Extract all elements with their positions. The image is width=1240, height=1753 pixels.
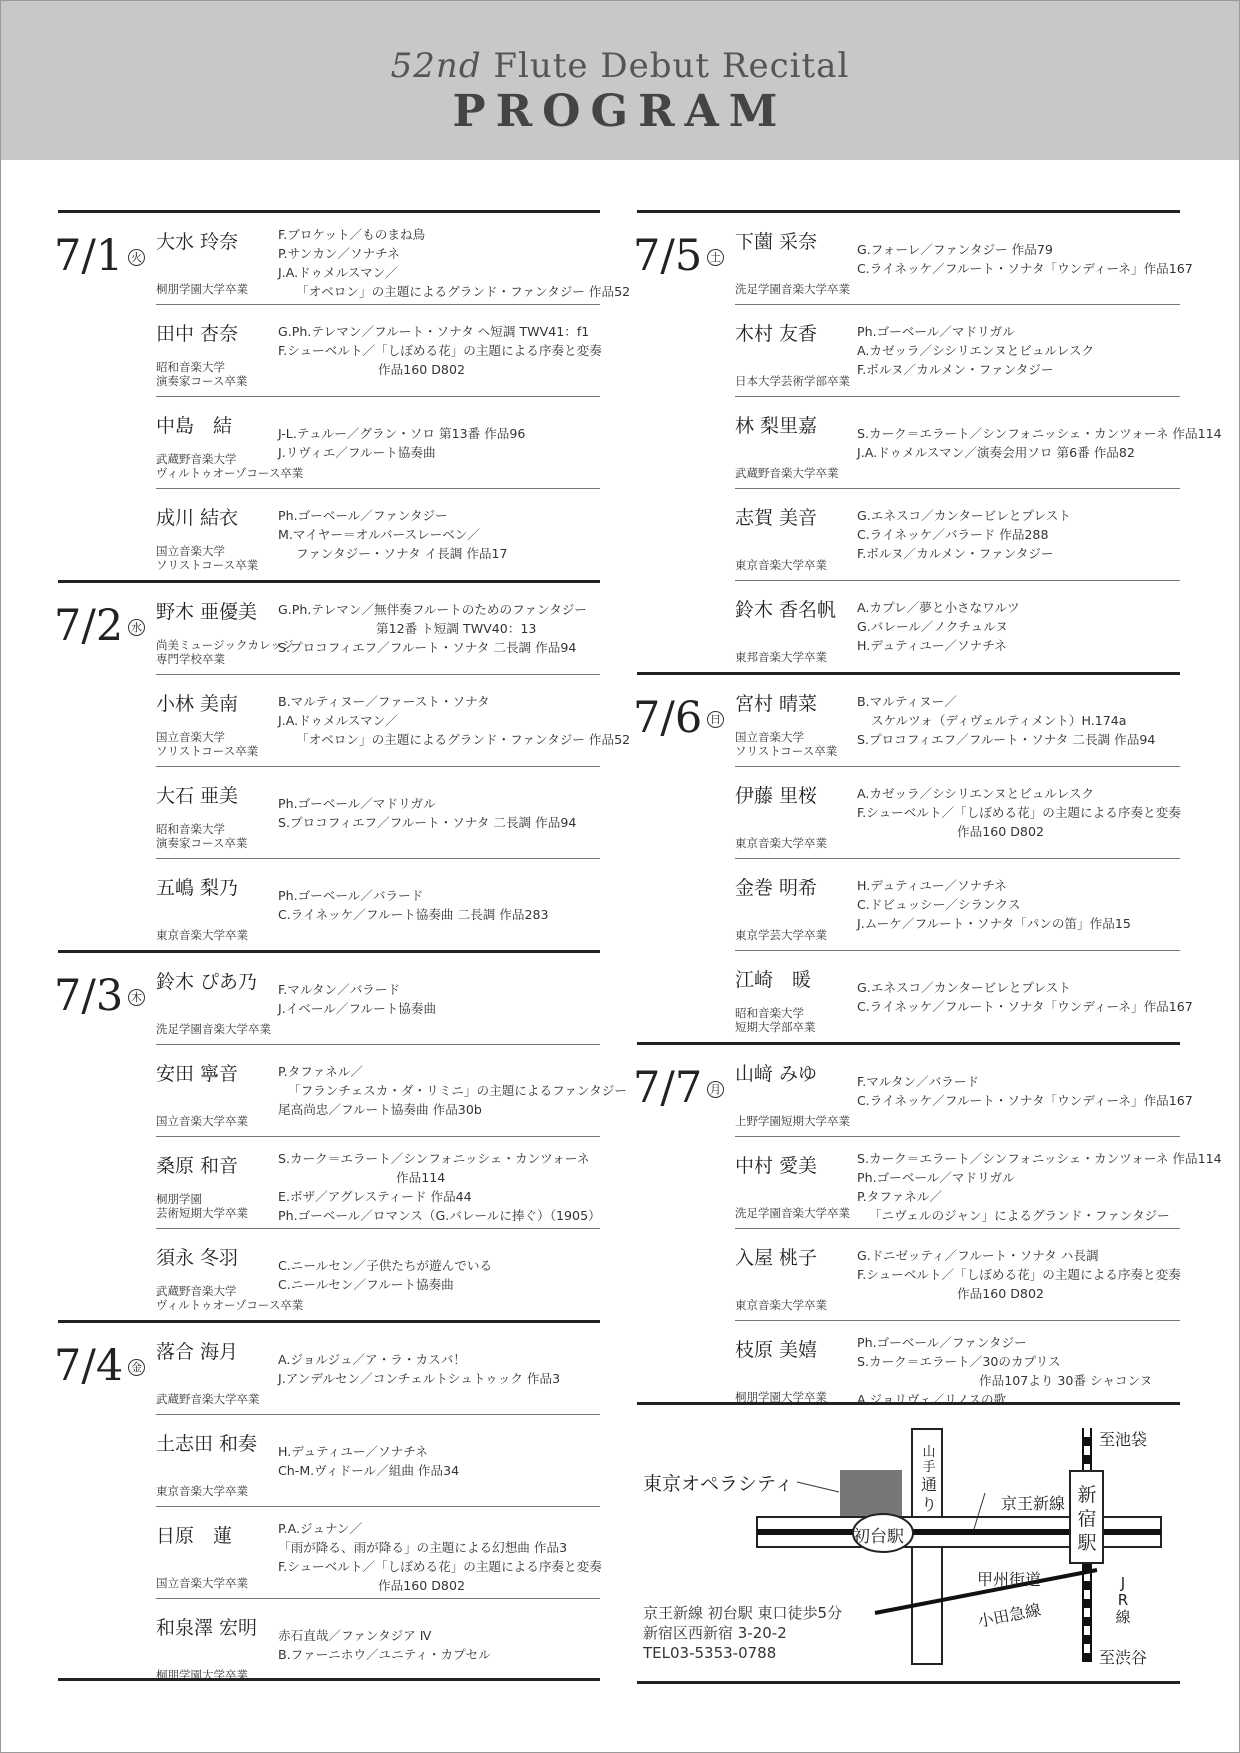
program-line: C.ドビュッシー／シランクス xyxy=(857,897,1021,912)
program-line: C.ライネッケ／フルート・ソナタ「ウンディーネ」作品167 xyxy=(857,260,1193,276)
program-list xyxy=(278,1599,602,1690)
program-list xyxy=(278,1323,602,1414)
performer-entry xyxy=(156,1323,600,1414)
performer-school: 東京音楽大学卒業 xyxy=(156,1484,248,1498)
performer-school: 昭和音楽大学 短期大学部卒業 xyxy=(735,1006,816,1034)
program-line: B.ファーニホウ／ユニティ・カプセル xyxy=(278,1646,491,1662)
performer-name: 和泉澤 宏明 xyxy=(156,1617,258,1639)
program-line: 「ニヴェルのジャン」によるグランド・ファンタジー xyxy=(869,1208,1170,1223)
performer-school: 洗足学園音楽大学卒業 xyxy=(156,1022,271,1036)
program-line: Ph.ゴーベール／マドリガル xyxy=(857,324,1015,339)
performer-name: 日原 蓮 xyxy=(156,1525,233,1547)
to-shibuya-label: 至渋谷 xyxy=(1099,1648,1148,1667)
program-list xyxy=(857,213,1193,304)
program-line: 作品114 xyxy=(396,1170,446,1185)
program-line: G.Ph.テレマン／無伴奏フルートのためのファンタジー xyxy=(278,602,587,617)
performer-school: 国立音楽大学 ソリストコース卒業 xyxy=(735,730,838,758)
program-line: 「オベロン」の主題によるグランド・ファンタジー 作品52 xyxy=(296,732,631,747)
keio-line-label: 京王新線 xyxy=(1001,1494,1066,1513)
yamate-label-3: り xyxy=(920,1495,937,1514)
performer-entry xyxy=(735,488,1180,580)
program-line: S.プロコフィエフ／フルート・ソナタ 二長調 作品94 xyxy=(857,732,1156,747)
program-line: S.プロコフィエフ／フルート・ソナタ 二長調 作品94 xyxy=(278,640,577,655)
day-block-7-3 xyxy=(54,950,627,1320)
performer-school: 武蔵野音楽大学卒業 xyxy=(735,466,839,480)
venue-address xyxy=(643,1603,842,1663)
performer-name: 鈴木 ぴあ乃 xyxy=(156,971,258,993)
day-date-label xyxy=(54,1341,123,1391)
program-line: 作品107より 30番 シャコンヌ xyxy=(979,1373,1153,1388)
odakyu-line-label: 小田急線 xyxy=(975,1600,1043,1631)
performer-entry xyxy=(156,1228,600,1320)
performer-name: 田中 杏奈 xyxy=(156,323,239,345)
program-list xyxy=(857,1229,1182,1320)
date-day: 5 xyxy=(674,231,703,281)
performer-entry xyxy=(735,1136,1222,1228)
program-line: H.デュティユー／ソナチネ xyxy=(857,638,1007,653)
program-line: Ph.ゴーベール／ファンタジー xyxy=(857,1335,1027,1350)
recital-ordinal: 52nd xyxy=(390,46,482,86)
left-column-bottom-rule xyxy=(58,1678,600,1681)
performer-entry xyxy=(735,304,1180,396)
program-line: S.カーク＝エラート／シンフォニッシェ・カンツォーネ 作品114 xyxy=(857,1151,1222,1166)
program-line: Ph.ゴーベール／バラード xyxy=(278,887,424,903)
program-line: F.シューベルト／「しぼめる花」の主題による序奏と変奏 xyxy=(857,805,1181,820)
program-line: Ch-M.ヴィドール／組曲 作品34 xyxy=(278,1462,460,1478)
date-day: 6 xyxy=(674,693,703,743)
performer-name: 金巻 明希 xyxy=(735,877,818,899)
program-line: H.デュティユー／ソナチネ xyxy=(857,878,1007,893)
address-line-1: 京王新線 初台駅 東口徒歩5分 xyxy=(643,1604,843,1622)
program-list xyxy=(857,1149,1222,1225)
performer-entry xyxy=(735,1228,1180,1320)
performer-entry xyxy=(156,1414,600,1506)
performer-name: 中村 愛美 xyxy=(735,1155,818,1177)
program-list xyxy=(857,767,1182,858)
jr-line-label xyxy=(1115,1575,1131,1626)
schedule-right-column xyxy=(633,210,1222,1412)
yamate-label-1: 山手 xyxy=(922,1445,936,1475)
program-list xyxy=(278,225,631,301)
performer-entry xyxy=(735,580,1180,672)
program-line: J.イベール／フルート協奏曲 xyxy=(278,1000,437,1016)
program-line: G.エネスコ／カンタービレとプレスト xyxy=(857,508,1071,523)
performer-entry xyxy=(156,583,600,674)
access-map xyxy=(637,1402,1180,1684)
program-line: G.バレール／ノクチュルヌ xyxy=(857,619,1008,634)
program-line: G.ドニゼッティ／フルート・ソナタ ハ長調 xyxy=(857,1248,1099,1263)
date-separator: / xyxy=(81,971,96,1021)
venue-label: 東京オペラシティ xyxy=(643,1473,794,1495)
weekday-badge: 水 xyxy=(128,619,145,636)
program-line: M.マイヤー＝オルバースレーベン／ xyxy=(278,527,481,542)
performer-name: 成川 結衣 xyxy=(156,507,239,529)
program-list xyxy=(278,1415,602,1506)
recital-subtitle xyxy=(0,46,1240,86)
performer-entry xyxy=(156,1136,600,1228)
performer-entry xyxy=(156,1044,627,1136)
performer-school: 国立音楽大学卒業 xyxy=(156,1576,248,1590)
performer-entry xyxy=(735,858,1180,950)
performer-entry xyxy=(156,488,600,580)
program-line: G.Ph.テレマン／フルート・ソナタ ヘ短調 TWV41：f1 xyxy=(278,324,590,339)
recital-name: Flute Debut Recital xyxy=(493,46,850,86)
day-date-label xyxy=(633,231,702,281)
program-line: B.マルティヌー／ファースト・ソナタ xyxy=(278,694,490,709)
program-line: P.A.ジュナン／ xyxy=(278,1521,363,1536)
performer-school: 東邦音楽大学卒業 xyxy=(735,650,827,664)
koshu-kaido-label: 甲州街道 xyxy=(977,1570,1042,1589)
performer-school: 昭和音楽大学 演奏家コース卒業 xyxy=(156,822,248,850)
performer-name: 林 梨里嘉 xyxy=(735,415,818,437)
performer-entry xyxy=(156,304,600,396)
performer-name: 伊藤 里桜 xyxy=(735,785,818,807)
performer-school: 洗足学園音楽大学卒業 xyxy=(735,282,850,296)
performer-school: 桐朋学園大学卒業 xyxy=(156,1668,248,1682)
program-line: J.A.ドゥメルスマン／ xyxy=(278,713,398,728)
performer-entry xyxy=(735,675,1180,766)
jr-label-2: R xyxy=(1117,1591,1129,1609)
performer-school: 東京学芸大学卒業 xyxy=(735,928,827,942)
performer-name: 須永 冬羽 xyxy=(156,1247,239,1269)
program-line: Ph.ゴーベール／ファンタジー xyxy=(278,508,448,523)
performer-name: 山﨑 みゆ xyxy=(735,1063,818,1085)
program-line: C.ライネッケ／バラード 作品288 xyxy=(857,527,1049,542)
day-block-7-1 xyxy=(54,210,631,580)
program-line: J.A.ドゥメルスマン／演奏会用ソロ 第6番 作品82 xyxy=(857,444,1135,460)
program-line: Ph.ゴーベール／ロマンス（G.バレールに捧ぐ）（1905） xyxy=(278,1208,601,1223)
performer-school: 国立音楽大学 ソリストコース卒業 xyxy=(156,544,259,572)
performer-school: 東京音楽大学卒業 xyxy=(735,1298,827,1312)
program-list xyxy=(278,397,602,488)
program-line: C.ライネッケ／フルート・ソナタ「ウンディーネ」作品167 xyxy=(857,998,1193,1014)
program-list xyxy=(278,675,631,766)
program-line: S.カーク＝エラート／シンフォニッシェ・カンツォーネ 作品114 xyxy=(857,425,1222,441)
jr-label-3: 線 xyxy=(1115,1608,1131,1626)
program-line: Ph.ゴーベール／マドリガル xyxy=(857,1170,1015,1185)
performer-school: 洗足学園音楽大学卒業 xyxy=(735,1206,850,1220)
program-list xyxy=(857,951,1193,1042)
shinjuku-label-1: 新 xyxy=(1077,1484,1097,1506)
program-line: F.ブロケット／ものまね鳥 xyxy=(278,227,426,242)
weekday-badge: 月 xyxy=(707,1081,724,1098)
yamate-dori-label xyxy=(919,1445,939,1515)
performer-entry xyxy=(735,213,1193,304)
program-list xyxy=(278,1045,627,1136)
performer-name: 江崎 暖 xyxy=(735,969,812,991)
performer-entry xyxy=(735,950,1193,1042)
program-line: 作品160 D802 xyxy=(378,1578,465,1593)
performer-school: 東京音楽大学卒業 xyxy=(735,558,827,572)
page-title: PROGRAM xyxy=(452,86,788,137)
program-line: S.カーク＝エラート／シンフォニッシェ・カンツォーネ xyxy=(278,1151,590,1166)
performer-school: 昭和音楽大学 演奏家コース卒業 xyxy=(156,360,248,388)
program-line: ファンタジー・ソナタ イ長調 作品17 xyxy=(296,546,508,561)
date-month: 7 xyxy=(633,693,661,743)
performer-name: 木村 友香 xyxy=(735,323,818,345)
program-line: 作品160 D802 xyxy=(378,362,465,377)
program-line: G.フォーレ／ファンタジー 作品79 xyxy=(857,241,1053,257)
date-separator: / xyxy=(660,1063,675,1113)
performer-entry xyxy=(156,213,631,304)
performer-name: 枝原 美嬉 xyxy=(735,1339,818,1361)
performer-school: 国立音楽大学 ソリストコース卒業 xyxy=(156,730,259,758)
performer-entry xyxy=(735,766,1180,858)
weekday-badge: 火 xyxy=(128,249,145,266)
date-separator: / xyxy=(81,601,96,651)
performer-entry xyxy=(156,858,600,950)
performer-entry xyxy=(735,396,1222,488)
program-list xyxy=(278,1149,602,1225)
program-line: J-L.テュルー／グラン・ソロ 第13番 作品96 xyxy=(278,425,526,441)
program-line: 赤石直哉／ファンタジア Ⅳ xyxy=(278,1627,432,1643)
program-line: S.プロコフィエフ／フルート・ソナタ 二長調 作品94 xyxy=(278,814,577,830)
program-line: C.ライネッケ／フルート協奏曲 二長調 作品283 xyxy=(278,906,549,922)
schedule-left-column xyxy=(54,210,631,1690)
program-line: F.シューベルト／「しぼめる花」の主題による序奏と変奏 xyxy=(278,1559,602,1574)
program-line: A.カゼッラ／シシリエンヌとビュルレスク xyxy=(857,786,1095,801)
address-line-2: 新宿区西新宿 3-20-2 xyxy=(643,1624,787,1642)
performer-name: 宮村 晴菜 xyxy=(735,693,818,715)
date-month: 7 xyxy=(54,601,82,651)
shinjuku-station-label xyxy=(1073,1483,1101,1555)
performer-name: 大石 亜美 xyxy=(156,785,239,807)
program-line: 作品160 D802 xyxy=(957,1286,1044,1301)
program-list xyxy=(857,859,1182,950)
performer-name: 五嶋 梨乃 xyxy=(156,877,239,899)
program-list xyxy=(278,305,602,396)
day-date-label xyxy=(54,971,123,1021)
program-list xyxy=(857,581,1182,672)
day-date-label xyxy=(54,601,123,651)
date-month: 7 xyxy=(54,971,82,1021)
program-list xyxy=(278,1229,602,1320)
program-line: 第12番 ト短調 TWV40：13 xyxy=(376,621,537,636)
program-list xyxy=(278,767,602,858)
day-block-7-6 xyxy=(633,672,1193,1042)
program-line: C.ライネッケ／フルート・ソナタ「ウンディーネ」作品167 xyxy=(857,1092,1193,1108)
performer-entry xyxy=(735,1045,1193,1136)
weekday-badge: 日 xyxy=(707,711,724,728)
performer-entry xyxy=(156,1598,600,1690)
jr-label-1: J xyxy=(1120,1574,1126,1592)
hatsudai-station-label: 初台駅 xyxy=(853,1527,904,1547)
program-list xyxy=(857,1333,1182,1409)
program-list xyxy=(857,1045,1193,1136)
performer-entry xyxy=(156,766,600,858)
performer-school: 東京音楽大学卒業 xyxy=(156,928,248,942)
program-line: F.マルタン／バラード xyxy=(857,1073,980,1089)
date-day: 7 xyxy=(674,1063,703,1113)
program-line: 作品160 D802 xyxy=(957,824,1044,839)
date-month: 7 xyxy=(633,231,661,281)
performer-name: 野木 亜優美 xyxy=(156,601,258,623)
performer-name: 志賀 美音 xyxy=(735,507,818,529)
performer-entry xyxy=(735,1320,1180,1412)
program-line: F.ボルヌ／カルメン・ファンタジー xyxy=(857,362,1054,377)
program-line: 「オベロン」の主題によるグランド・ファンタジー 作品52 xyxy=(296,284,631,299)
performer-name: 入屋 桃子 xyxy=(735,1247,818,1269)
day-date-label xyxy=(54,231,123,281)
program-line: A.ジョリヴェ／リノスの歌 xyxy=(857,1392,1007,1407)
program-list xyxy=(857,675,1182,766)
program-line: 「雨が降る、雨が降る」の主題による幻想曲 作品3 xyxy=(278,1540,568,1555)
weekday-badge: 土 xyxy=(707,249,724,266)
performer-name: 落合 海月 xyxy=(156,1341,239,1363)
program-line: J.ムーケ／フルート・ソナタ「パンの笛」作品15 xyxy=(857,916,1131,931)
performer-school: 武蔵野音楽大学卒業 xyxy=(156,1392,260,1406)
program-line: Ph.ゴーベール／マドリガル xyxy=(278,795,436,811)
program-line: F.シューベルト／「しぼめる花」の主題による序奏と変奏 xyxy=(278,343,602,358)
program-line: F.シューベルト／「しぼめる花」の主題による序奏と変奏 xyxy=(857,1267,1181,1282)
date-day: 2 xyxy=(95,601,124,651)
performer-school: 桐朋学園大学卒業 xyxy=(156,282,248,296)
performer-name: 土志田 和奏 xyxy=(156,1433,258,1455)
date-month: 7 xyxy=(54,231,82,281)
date-day: 1 xyxy=(95,231,124,281)
day-block-7-5 xyxy=(633,210,1222,672)
performer-entry xyxy=(156,953,600,1044)
program-line: J.リヴィエ／フルート協奏曲 xyxy=(278,444,436,460)
day-date-label xyxy=(633,693,702,743)
date-month: 7 xyxy=(54,1341,82,1391)
program-line: A.カゼッラ／シシリエンヌとビュルレスク xyxy=(857,343,1095,358)
program-line: E.ボザ／アグレスティード 作品44 xyxy=(278,1189,472,1204)
program-list xyxy=(278,1519,602,1595)
program-line: B.マルティヌー／ xyxy=(857,694,957,709)
date-day: 4 xyxy=(95,1341,124,1391)
program-line: S.カーク＝エラート／30のカプリス xyxy=(857,1354,1061,1369)
date-separator: / xyxy=(81,1341,96,1391)
performer-school: 東京音楽大学卒業 xyxy=(735,836,827,850)
program-line: J.A.ドゥメルスマン／ xyxy=(278,265,398,280)
date-separator: / xyxy=(660,693,675,743)
date-month: 7 xyxy=(633,1063,661,1113)
day-block-7-7 xyxy=(633,1042,1222,1412)
performer-entry xyxy=(156,1506,600,1598)
program-line: A.ジョルジュ／ア・ラ・カスバ！ xyxy=(278,1351,466,1367)
performer-school: 国立音楽大学卒業 xyxy=(156,1114,248,1128)
program-line: F.ボルヌ／カルメン・ファンタジー xyxy=(857,546,1054,561)
program-line: P.タファネル／ xyxy=(857,1189,942,1204)
page-header xyxy=(0,0,1240,160)
program-line: P.サンカン／ソナチネ xyxy=(278,246,400,261)
performer-name: 大水 玲奈 xyxy=(156,231,239,253)
weekday-badge: 金 xyxy=(128,1359,145,1376)
performer-school: 武蔵野音楽大学 ヴィルトゥオーゾコース卒業 xyxy=(156,1284,304,1312)
performer-name: 中島 結 xyxy=(156,415,233,437)
program-list xyxy=(857,489,1182,580)
performer-school: 日本大学芸術学部卒業 xyxy=(735,374,850,388)
program-line: C.ニールセン／フルート協奏曲 xyxy=(278,1276,454,1292)
program-line: G.エネスコ／カンタービレとプレスト xyxy=(857,979,1071,995)
program-list xyxy=(278,489,602,580)
performer-school: 武蔵野音楽大学 ヴィルトゥオーゾコース卒業 xyxy=(156,452,304,480)
program-line: スケルツォ（ディヴェルティメント）H.174a xyxy=(871,713,1127,728)
performer-school: 桐朋学園大学卒業 xyxy=(735,1390,827,1404)
program-list xyxy=(278,583,602,674)
program-line: A.カプレ／夢と小さなワルツ xyxy=(857,600,1020,615)
performer-school: 桐朋学園 芸術短期大学卒業 xyxy=(156,1192,248,1220)
performer-school: 尚美ミュージックカレッジ 専門学校卒業 xyxy=(156,638,294,666)
date-separator: / xyxy=(660,231,675,281)
program-line: F.マルタン／バラード xyxy=(278,981,401,997)
day-date-label xyxy=(633,1063,702,1113)
performer-school: 上野学園短期大学卒業 xyxy=(735,1114,850,1128)
date-day: 3 xyxy=(95,971,124,1021)
yamate-label-2: 通 xyxy=(920,1475,937,1494)
program-line: J.アンデルセン／コンチェルトシュトゥック 作品3 xyxy=(278,1370,561,1386)
performer-name: 安田 寧音 xyxy=(156,1063,239,1085)
date-separator: / xyxy=(81,231,96,281)
performer-name: 下薗 采奈 xyxy=(735,231,818,253)
program-list xyxy=(278,953,602,1044)
shinjuku-label-3: 駅 xyxy=(1077,1532,1097,1554)
venue-leader-line xyxy=(797,1482,839,1492)
to-ikebukuro-label: 至池袋 xyxy=(1099,1430,1148,1449)
program-list xyxy=(857,397,1222,488)
program-line: 尾高尚忠／フルート協奏曲 作品30b xyxy=(278,1102,482,1117)
performer-entry xyxy=(156,674,631,766)
performer-entry xyxy=(156,396,600,488)
performer-name: 鈴木 香名帆 xyxy=(735,599,837,621)
performer-name: 桑原 和音 xyxy=(156,1155,239,1177)
program-list xyxy=(278,859,602,950)
program-line: 「フランチェスカ・ダ・リミニ」の主題によるファンタジー xyxy=(288,1083,627,1098)
shinjuku-label-2: 宿 xyxy=(1077,1508,1097,1530)
program-list xyxy=(857,305,1182,396)
day-block-7-2 xyxy=(54,580,631,950)
program-line: C.ニールセン／子供たちが遊んでいる xyxy=(278,1257,493,1273)
weekday-badge: 木 xyxy=(128,989,145,1006)
program-line: H.デュティユー／ソナチネ xyxy=(278,1443,428,1459)
performer-name: 小林 美南 xyxy=(156,693,239,715)
address-line-3: TEL03-5353-0788 xyxy=(643,1644,777,1662)
program-line: P.タファネル／ xyxy=(278,1064,363,1079)
opera-city-building xyxy=(840,1470,902,1520)
day-block-7-4 xyxy=(54,1320,602,1690)
